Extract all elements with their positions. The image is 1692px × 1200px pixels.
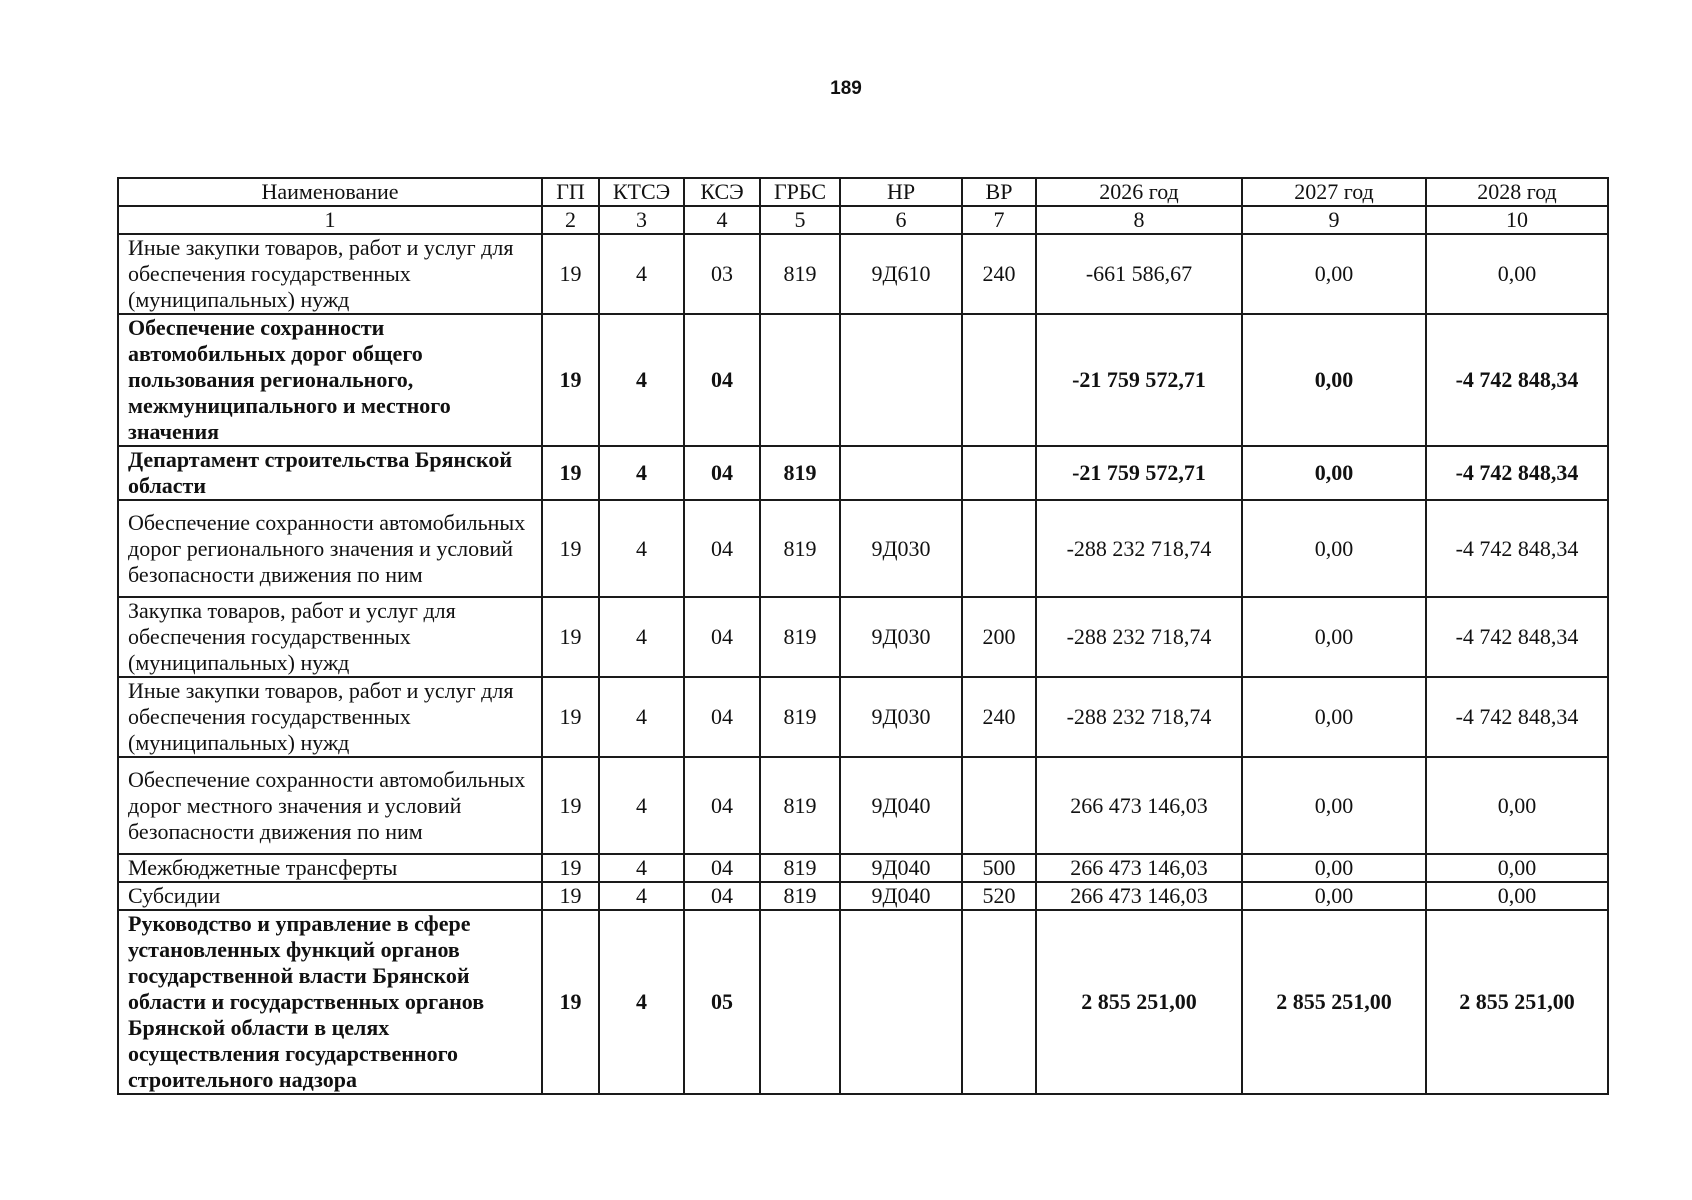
cell-2027: 0,00 bbox=[1242, 446, 1426, 500]
row-name: Обеспечение сохранности автомобильных дорог местного значения и условий безопасности движения по ним bbox=[118, 757, 542, 854]
table-row bbox=[118, 854, 1608, 882]
cell-2027: 0,00 bbox=[1242, 597, 1426, 677]
col-header-kse: КСЭ bbox=[684, 178, 760, 206]
cell-2027: 0,00 bbox=[1242, 854, 1426, 882]
cell-gp: 19 bbox=[542, 500, 599, 597]
row-name: Обеспечение сохранности автомобильных дорог регионального значения и условий безопасности движения по ним bbox=[118, 500, 542, 597]
cell-kse: 04 bbox=[684, 314, 760, 446]
cell-2028: 0,00 bbox=[1426, 854, 1608, 882]
cell-grbs: 819 bbox=[760, 446, 840, 500]
cell-2028: 2 855 251,00 bbox=[1426, 910, 1608, 1094]
table-row bbox=[118, 757, 1608, 854]
column-number: 3 bbox=[599, 206, 684, 234]
cell-gp: 19 bbox=[542, 314, 599, 446]
cell-kse: 04 bbox=[684, 446, 760, 500]
cell-grbs: 819 bbox=[760, 757, 840, 854]
column-number: 10 bbox=[1426, 206, 1608, 234]
row-name: Иные закупки товаров, работ и услуг для обеспечения государственных (муниципальных) нужд bbox=[118, 234, 542, 314]
cell-ktse: 4 bbox=[599, 677, 684, 757]
cell-nr bbox=[840, 910, 962, 1094]
cell-2027: 0,00 bbox=[1242, 314, 1426, 446]
cell-vr bbox=[962, 500, 1036, 597]
cell-2026: -21 759 572,71 bbox=[1036, 446, 1242, 500]
cell-2026: -288 232 718,74 bbox=[1036, 500, 1242, 597]
row-name: Обеспечение сохранности автомобильных дорог общего пользования регионального, межмуниципального и местного значения bbox=[118, 314, 542, 446]
row-name: Закупка товаров, работ и услуг для обеспечения государственных (муниципальных) нужд bbox=[118, 597, 542, 677]
column-number: 4 bbox=[684, 206, 760, 234]
cell-nr: 9Д040 bbox=[840, 854, 962, 882]
budget-table bbox=[117, 177, 1609, 1095]
table-row bbox=[118, 500, 1608, 597]
cell-kse: 04 bbox=[684, 882, 760, 910]
col-header-ktse: КТСЭ bbox=[599, 178, 684, 206]
cell-gp: 19 bbox=[542, 677, 599, 757]
row-name: Департамент строительства Брянской области bbox=[118, 446, 542, 500]
cell-nr: 9Д030 bbox=[840, 597, 962, 677]
row-name: Иные закупки товаров, работ и услуг для обеспечения государственных (муниципальных) нужд bbox=[118, 677, 542, 757]
cell-kse: 04 bbox=[684, 597, 760, 677]
col-header-2027: 2027 год bbox=[1242, 178, 1426, 206]
cell-nr bbox=[840, 446, 962, 500]
cell-kse: 03 bbox=[684, 234, 760, 314]
header-row bbox=[118, 178, 1608, 206]
cell-ktse: 4 bbox=[599, 597, 684, 677]
cell-2028: 0,00 bbox=[1426, 234, 1608, 314]
cell-nr: 9Д030 bbox=[840, 677, 962, 757]
cell-vr bbox=[962, 446, 1036, 500]
cell-ktse: 4 bbox=[599, 500, 684, 597]
table-row bbox=[118, 446, 1608, 500]
cell-ktse: 4 bbox=[599, 234, 684, 314]
col-header-2028: 2028 год bbox=[1426, 178, 1608, 206]
cell-grbs: 819 bbox=[760, 234, 840, 314]
cell-gp: 19 bbox=[542, 446, 599, 500]
cell-2026: -288 232 718,74 bbox=[1036, 677, 1242, 757]
col-header-vr: ВР bbox=[962, 178, 1036, 206]
table-row bbox=[118, 677, 1608, 757]
cell-vr: 240 bbox=[962, 234, 1036, 314]
cell-ktse: 4 bbox=[599, 910, 684, 1094]
column-number: 6 bbox=[840, 206, 962, 234]
column-number: 7 bbox=[962, 206, 1036, 234]
cell-grbs: 819 bbox=[760, 500, 840, 597]
cell-grbs: 819 bbox=[760, 597, 840, 677]
row-name: Межбюджетные трансферты bbox=[118, 854, 542, 882]
cell-nr bbox=[840, 314, 962, 446]
row-name: Субсидии bbox=[118, 882, 542, 910]
col-header-gp: ГП bbox=[542, 178, 599, 206]
row-name: Руководство и управление в сфере установленных функций органов государственной власти Брянской области и государственных органов Брянской области в целях осуществления государственного строительного надзора bbox=[118, 910, 542, 1094]
table-row bbox=[118, 910, 1608, 1094]
cell-2026: 266 473 146,03 bbox=[1036, 757, 1242, 854]
cell-ktse: 4 bbox=[599, 314, 684, 446]
table-row bbox=[118, 314, 1608, 446]
column-number: 8 bbox=[1036, 206, 1242, 234]
cell-2028: -4 742 848,34 bbox=[1426, 500, 1608, 597]
cell-vr bbox=[962, 910, 1036, 1094]
col-header-2026: 2026 год bbox=[1036, 178, 1242, 206]
cell-grbs: 819 bbox=[760, 882, 840, 910]
column-number-row bbox=[118, 206, 1608, 234]
cell-vr bbox=[962, 314, 1036, 446]
cell-nr: 9Д030 bbox=[840, 500, 962, 597]
cell-vr: 240 bbox=[962, 677, 1036, 757]
cell-2026: 266 473 146,03 bbox=[1036, 882, 1242, 910]
cell-gp: 19 bbox=[542, 757, 599, 854]
cell-kse: 04 bbox=[684, 500, 760, 597]
col-header-grbs: ГРБС bbox=[760, 178, 840, 206]
cell-vr: 200 bbox=[962, 597, 1036, 677]
cell-gp: 19 bbox=[542, 597, 599, 677]
cell-2026: -288 232 718,74 bbox=[1036, 597, 1242, 677]
cell-2027: 0,00 bbox=[1242, 882, 1426, 910]
cell-ktse: 4 bbox=[599, 757, 684, 854]
cell-gp: 19 bbox=[542, 882, 599, 910]
table-row bbox=[118, 234, 1608, 314]
cell-ktse: 4 bbox=[599, 882, 684, 910]
cell-2028: -4 742 848,34 bbox=[1426, 597, 1608, 677]
page-number: 189 bbox=[830, 78, 862, 99]
cell-gp: 19 bbox=[542, 234, 599, 314]
cell-grbs bbox=[760, 314, 840, 446]
cell-grbs bbox=[760, 910, 840, 1094]
cell-ktse: 4 bbox=[599, 854, 684, 882]
table-row bbox=[118, 882, 1608, 910]
column-number: 1 bbox=[118, 206, 542, 234]
cell-2026: -661 586,67 bbox=[1036, 234, 1242, 314]
cell-2027: 0,00 bbox=[1242, 677, 1426, 757]
cell-2028: -4 742 848,34 bbox=[1426, 677, 1608, 757]
cell-kse: 04 bbox=[684, 757, 760, 854]
cell-vr: 500 bbox=[962, 854, 1036, 882]
cell-gp: 19 bbox=[542, 910, 599, 1094]
column-number: 2 bbox=[542, 206, 599, 234]
table-row bbox=[118, 597, 1608, 677]
cell-grbs: 819 bbox=[760, 854, 840, 882]
cell-kse: 04 bbox=[684, 854, 760, 882]
column-number: 5 bbox=[760, 206, 840, 234]
cell-nr: 9Д610 bbox=[840, 234, 962, 314]
col-header-nr: НР bbox=[840, 178, 962, 206]
cell-vr bbox=[962, 757, 1036, 854]
cell-2028: 0,00 bbox=[1426, 882, 1608, 910]
cell-2028: -4 742 848,34 bbox=[1426, 314, 1608, 446]
cell-2027: 2 855 251,00 bbox=[1242, 910, 1426, 1094]
col-header-name: Наименование bbox=[118, 178, 542, 206]
cell-2027: 0,00 bbox=[1242, 757, 1426, 854]
cell-kse: 04 bbox=[684, 677, 760, 757]
column-number: 9 bbox=[1242, 206, 1426, 234]
cell-2027: 0,00 bbox=[1242, 234, 1426, 314]
cell-2026: -21 759 572,71 bbox=[1036, 314, 1242, 446]
cell-kse: 05 bbox=[684, 910, 760, 1094]
cell-2028: 0,00 bbox=[1426, 757, 1608, 854]
cell-nr: 9Д040 bbox=[840, 757, 962, 854]
cell-nr: 9Д040 bbox=[840, 882, 962, 910]
cell-2028: -4 742 848,34 bbox=[1426, 446, 1608, 500]
cell-ktse: 4 bbox=[599, 446, 684, 500]
cell-2026: 2 855 251,00 bbox=[1036, 910, 1242, 1094]
cell-gp: 19 bbox=[542, 854, 599, 882]
cell-2026: 266 473 146,03 bbox=[1036, 854, 1242, 882]
cell-2027: 0,00 bbox=[1242, 500, 1426, 597]
cell-vr: 520 bbox=[962, 882, 1036, 910]
cell-grbs: 819 bbox=[760, 677, 840, 757]
